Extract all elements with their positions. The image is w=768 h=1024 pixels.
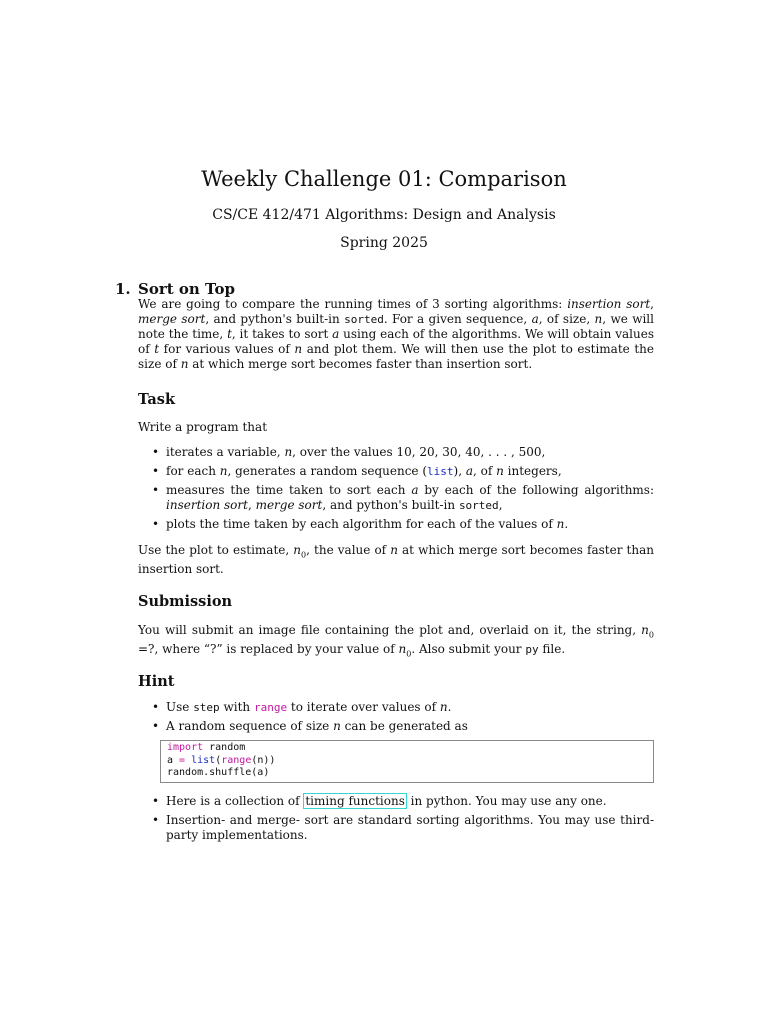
section-number: 1. (115, 280, 131, 298)
section-title: Sort on Top (138, 280, 235, 298)
bullet-icon: • (152, 483, 160, 497)
code-block (160, 740, 654, 783)
list-item: • iterates a variable, n, over the values 10, 20, 30, 40, . . . , 500, (152, 445, 546, 459)
hint-heading: Hint (138, 673, 175, 690)
hint-list-bottom (138, 794, 654, 847)
intro-paragraph: We are going to compare the running times of 3 sorting algorithms: insertion sort, merge sort, and python's built-in sorted. For a given sequence, a, of size, n, we will note the time, t, it takes to sort a using each of the algorithms. We will obtain values of t for various values of n and plot them. We will then use the plot to estimate the size of n at which merge sort becomes faster than insertion sort. (138, 297, 654, 371)
task-list (138, 445, 654, 536)
list-item: • Here is a collection of timing functions in python. You may use any one. (152, 794, 607, 808)
list-item: • for each n, generates a random sequence (list), a, of n integers, (152, 464, 562, 478)
hint-list-top (138, 700, 654, 738)
bullet-icon: • (152, 464, 160, 478)
submission-paragraph: You will submit an image file containing the plot and, overlaid on it, the string, $n_0$ =?, where “?” is replaced by your value of $n_0$. Also submit your py file. (138, 623, 654, 659)
bullet-icon: • (152, 719, 160, 733)
submission-heading: Submission (138, 593, 233, 610)
list-item: • Use step with range to iterate over values of n. (152, 700, 452, 714)
bullet-icon: • (152, 700, 160, 714)
list-item: • measures the time taken to sort each a by each of the following algorithms: insertion sort, merge sort, and python's built-in sorted, (152, 483, 654, 512)
task-heading: Task (138, 391, 176, 408)
code-line: random.shuffle(a) (167, 767, 270, 778)
task-followup: Use the plot to estimate, $n_0$, the value of n at which merge sort becomes faster than insertion sort. (138, 543, 654, 577)
bullet-icon: • (152, 813, 160, 827)
list-item: • A random sequence of size n can be generated as (152, 719, 468, 733)
bullet-icon: • (152, 517, 160, 531)
bullet-icon: • (152, 794, 160, 808)
document-title: Weekly Challenge 01: Comparison (201, 167, 567, 191)
term: Spring 2025 (340, 235, 428, 251)
task-lead: Write a program that (138, 420, 268, 434)
code-line: import random (167, 742, 246, 753)
list-item: • Insertion- and merge- sort are standard sorting algorithms. You may use third-party implementations. (152, 813, 654, 842)
timing-functions-link[interactable]: timing functions (305, 794, 405, 808)
course-name: CS/CE 412/471 Algorithms: Design and Analysis (212, 207, 556, 223)
bullet-icon: • (152, 445, 160, 459)
code-line: a = list(range(n)) (167, 754, 276, 766)
list-item: • plots the time taken by each algorithm for each of the values of n. (152, 517, 569, 531)
